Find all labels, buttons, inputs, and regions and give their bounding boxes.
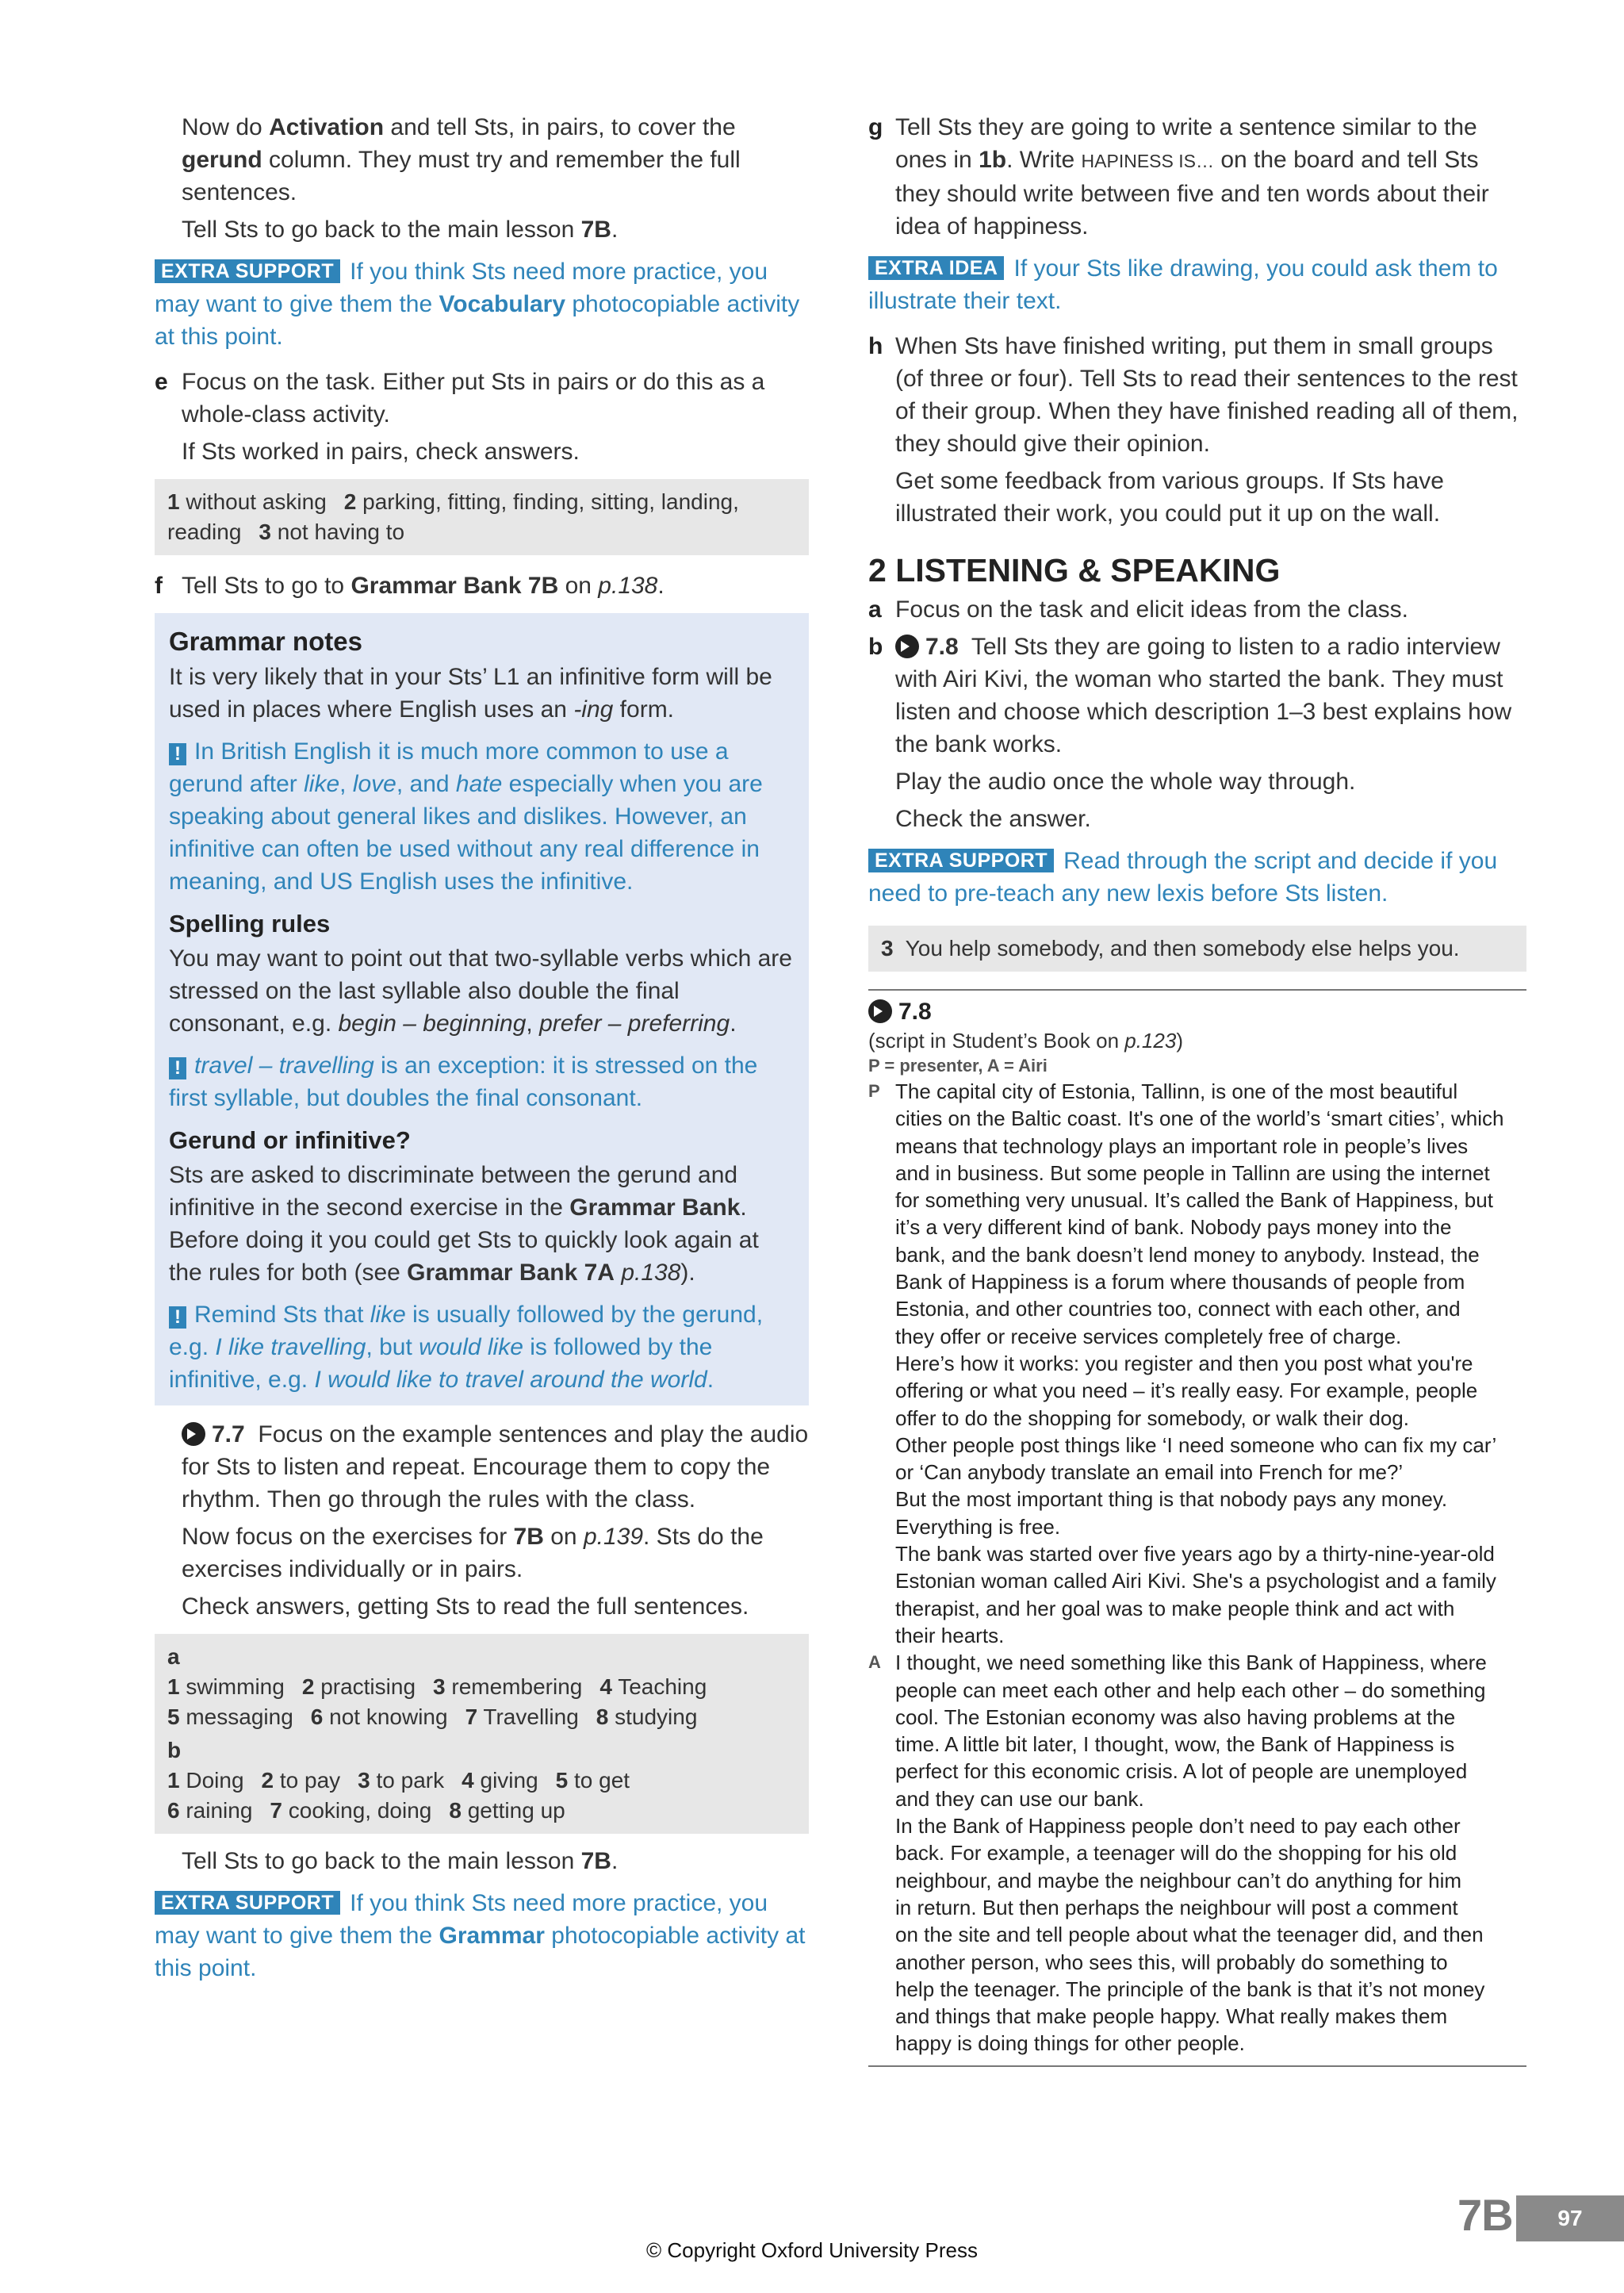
activation-paragraph: Now do Activation and tell Sts, in pairs, to cover the gerund column. They must try and remember the full sentences. bbox=[182, 114, 741, 205]
exercises-paragraph: Now focus on the exercises for 7B on p.139. Sts do the exercises individually or in pairs. bbox=[182, 1524, 764, 1582]
script-line: they offer or receive services completely free of charge. bbox=[895, 1324, 1402, 1348]
script-line: cities on the Baltic coast. It's one of the world’s ‘smart cities’, which bbox=[895, 1106, 1504, 1131]
script-line: their hearts. bbox=[895, 1623, 1005, 1647]
spelling-rules-text: You may want to point out that two-syllable verbs which are stressed on the last syllable also double the final consonant, e.g. begin – beginning, prefer – preferring. bbox=[169, 945, 792, 1037]
script-line: offer to do the shopping for somebody, or walk their dog. bbox=[895, 1405, 1409, 1430]
grammar-note-travel: ! travel – travelling is an exception: it is stressed on the first syllable, but doubles the final consonant. bbox=[169, 1053, 758, 1111]
speaker-tag: A bbox=[868, 1652, 881, 1673]
script-line: on the site and tell people about what the teenager did, and then bbox=[895, 1923, 1484, 1947]
grammar-note-british: ! In British English it is much more common to use a gerund after like, love, and hate especially when you are speaking about general likes and dislikes. However, an infinitive can often be used without any real difference in meaning, and US English uses the infinitive. bbox=[169, 738, 763, 895]
task-e bbox=[155, 366, 809, 468]
extra-idea-label: EXTRA IDEA bbox=[868, 256, 1004, 280]
speaker-tag: P bbox=[868, 1081, 880, 1101]
script-line: neighbour, and maybe the neighbour can’t do anything for him bbox=[895, 1868, 1462, 1892]
script-line: The bank was started over five years ago by a thirty-nine-year-old bbox=[895, 1542, 1495, 1566]
answer-box-grammar bbox=[155, 1634, 809, 1834]
script-line: back. For example, a teenager will do the shopping for his old bbox=[895, 1841, 1457, 1865]
extra-support-label: EXTRA SUPPORT bbox=[155, 1891, 340, 1915]
task-e-text: Focus on the task. Either put Sts in pairs or do this as a whole-class activity. bbox=[182, 369, 765, 428]
audio-icon[interactable] bbox=[895, 635, 919, 658]
grammar-notes-title: Grammar notes bbox=[169, 627, 362, 656]
answer-list-b bbox=[167, 1766, 796, 1826]
section-title: 2 LISTENING & SPEAKING bbox=[868, 552, 1281, 589]
script-line: and in business. But some people in Tallinn are using the internet bbox=[895, 1160, 1490, 1185]
task-a: a Focus on the task and elicit ideas from the class. bbox=[868, 593, 1526, 626]
task-e-text2: If Sts worked in pairs, check answers. bbox=[182, 439, 580, 465]
audio-icon[interactable] bbox=[868, 999, 892, 1023]
script-line: people can meet each other and help each other – do something bbox=[895, 1678, 1486, 1702]
script-line: Bank of Happiness is a forum where thousands of people from bbox=[895, 1270, 1465, 1294]
gerund-or-infinitive-text: Sts are asked to discriminate between the gerund and infinitive in the second exercise in the Grammar Bank. Before doing it you could get Sts to quickly look again at the rules for both (see Grammar Bank 7A p.138). bbox=[169, 1162, 759, 1286]
script-lines bbox=[868, 1078, 1526, 2057]
answer-row: 1 Doing 2 to pay 3 to park 4 giving 5 to get bbox=[167, 1768, 630, 1793]
extra-support-script: EXTRA SUPPORT Read through the script and decide if you need to pre-teach any new lexis before Sts listen. bbox=[868, 848, 1498, 907]
extra-support-grammar: EXTRA SUPPORT If you think Sts need more practice, you may want to give them the Grammar photocopiable activity at this point. bbox=[155, 1890, 806, 1981]
warning-icon: ! bbox=[169, 1306, 186, 1329]
answer-box-e: 1 without asking 2 parking, fitting, finding, sitting, landing, reading 3 not having to bbox=[155, 479, 809, 555]
right-column bbox=[868, 111, 1526, 2067]
script-line: But the most important thing is that nobody pays any money. bbox=[895, 1487, 1448, 1512]
script-line: Estonia, and other countries too, connect with each other, and bbox=[895, 1297, 1461, 1321]
task-letter: a bbox=[868, 596, 882, 623]
task-g: g Tell Sts they are going to write a sentence similar to the ones in 1b. Write HAPINESS IS… on the board and tell Sts they should write between five and ten words about their idea of happiness. bbox=[868, 111, 1526, 243]
task-letter: f bbox=[155, 573, 163, 599]
task-h: h When Sts have finished writing, put them in small groups (of three or four). Tell Sts to read their sentences to the rest of their group. When they have finished reading all of them, they should give their opinion. Get some feedback from various groups. If Sts have illustrated their work, you could put it up on the wall. bbox=[868, 330, 1526, 530]
extra-support-label: EXTRA SUPPORT bbox=[868, 849, 1054, 872]
script-line: and things that make people happy. What really makes them bbox=[895, 2004, 1448, 2029]
script-line: and they can use our bank. bbox=[895, 1786, 1144, 1811]
page-number: 97 bbox=[1516, 2195, 1624, 2241]
task-letter: b bbox=[868, 634, 883, 660]
script-line: bank, and the bank doesn’t lend money to anybody. Instead, the bbox=[895, 1242, 1480, 1267]
audio-script bbox=[868, 989, 1526, 2067]
extra-support-vocabulary: EXTRA SUPPORT If you think Sts need more practice, you may want to give them the Vocabulary photocopiable activity at this point. bbox=[155, 259, 800, 350]
script-line: P The capital city of Estonia, Tallinn, is one of the most beautiful bbox=[868, 1078, 1526, 1105]
script-line: cool. The Estonian economy was also having problems at the bbox=[895, 1704, 1456, 1729]
task-letter: e bbox=[155, 369, 168, 395]
copyright: © Copyright Oxford University Press bbox=[646, 2238, 978, 2262]
script-line: A I thought, we need something like this Bank of Happiness, where bbox=[868, 1649, 1526, 1676]
script-line: happy is doing things for other people. bbox=[895, 2031, 1245, 2056]
task-letter: g bbox=[868, 114, 883, 140]
warning-icon: ! bbox=[169, 1057, 186, 1079]
answer-list-a bbox=[167, 1672, 796, 1732]
task-b: b 7.8 Tell Sts they are going to listen to a radio interview with Airi Kivi, the woman who started the bank. They must listen and choose which description 1–3 best explains how the bank works. Play the audio once the whole way through. Check the answer. bbox=[868, 631, 1526, 835]
script-source: (script in Student’s Book on p.123) bbox=[868, 1029, 1183, 1053]
answer-row: 5 messaging 6 not knowing 7 Travelling 8 studying bbox=[167, 1704, 698, 1729]
script-line: time. A little bit later, I thought, wow, the Bank of Happiness is bbox=[895, 1732, 1455, 1757]
audio-7-7-paragraph: 7.7 Focus on the example sentences and play the audio for Sts to listen and repeat. Encourage them to copy the rhythm. Then go through the rules with the class. bbox=[182, 1421, 809, 1513]
grammar-note-like: ! Remind Sts that like is usually followed by the gerund, e.g. I like travelling, but would like is followed by the infinitive, e.g. I would like to travel around the world. bbox=[169, 1302, 764, 1393]
script-line: offering or what you need – it’s really easy. For example, people bbox=[895, 1378, 1478, 1403]
answer-row: 1 swimming 2 practising 3 remembering 4 Teaching bbox=[167, 1674, 707, 1699]
script-line: means that technology plays an important role in people’s lives bbox=[895, 1133, 1469, 1158]
left-column bbox=[155, 111, 809, 1984]
answer-group-label: a bbox=[167, 1644, 180, 1669]
script-line: for something very unusual. It’s called the Bank of Happiness, but bbox=[895, 1188, 1493, 1213]
script-line: in return. But then perhaps the neighbour will post a comment bbox=[895, 1895, 1458, 1919]
script-line: help the teenager. The principle of the bank is that it’s not money bbox=[895, 1977, 1485, 2001]
back-to-lesson-paragraph: Tell Sts to go back to the main lesson 7B. bbox=[182, 217, 619, 243]
script-line: In the Bank of Happiness people don’t need to pay each other bbox=[895, 1814, 1461, 1839]
gerund-or-infinitive-heading: Gerund or infinitive? bbox=[169, 1126, 411, 1154]
script-line: perfect for this economic crisis. A lot of people are unemployed bbox=[895, 1759, 1468, 1784]
unit-code: 7B bbox=[1457, 2190, 1513, 2240]
script-line: Other people post things like ‘I need someone who can fix my car’ bbox=[895, 1432, 1497, 1457]
script-line: Everything is free. bbox=[895, 1514, 1061, 1539]
answer-group-label: b bbox=[167, 1738, 182, 1762]
speaker-key: P = presenter, A = Airi bbox=[868, 1056, 1048, 1076]
warning-icon: ! bbox=[169, 743, 186, 765]
task-letter: h bbox=[868, 333, 883, 359]
extra-support-label: EXTRA SUPPORT bbox=[155, 259, 340, 283]
answer-box-b: 3 You help somebody, and then somebody else helps you. bbox=[868, 926, 1526, 972]
grammar-notes-box bbox=[155, 613, 809, 1405]
check-answers-paragraph: Check answers, getting Sts to read the full sentences. bbox=[182, 1593, 749, 1620]
back-to-lesson-paragraph-2: Tell Sts to go back to the main lesson 7B. bbox=[182, 1848, 619, 1874]
answer-row: 6 raining 7 cooking, doing 8 getting up bbox=[167, 1798, 565, 1823]
script-line: it’s a very different kind of bank. Nobody pays money into the bbox=[895, 1215, 1452, 1240]
audio-icon[interactable] bbox=[182, 1422, 205, 1446]
task-f: f Tell Sts to go to Grammar Bank 7B on p.138. bbox=[155, 569, 809, 602]
grammar-notes-intro: It is very likely that in your Sts’ L1 an infinitive form will be used in places where English uses an -ing form. bbox=[169, 664, 772, 723]
script-line: Estonian woman called Airi Kivi. She's a psychologist and a family bbox=[895, 1569, 1496, 1593]
spelling-rules-heading: Spelling rules bbox=[169, 910, 331, 938]
extra-idea: EXTRA IDEA If your Sts like drawing, you could ask them to illustrate their text. bbox=[868, 255, 1498, 314]
script-line: or ‘Can anybody translate an email into French for me?’ bbox=[895, 1460, 1404, 1485]
script-line: Here’s how it works: you register and then you post what you're bbox=[895, 1351, 1473, 1375]
script-line: another person, who sees this, will probably do something to bbox=[895, 1950, 1448, 1974]
script-heading: 7.8 bbox=[868, 997, 1526, 1027]
script-line: therapist, and her goal was to make people think and act with bbox=[895, 1596, 1455, 1620]
